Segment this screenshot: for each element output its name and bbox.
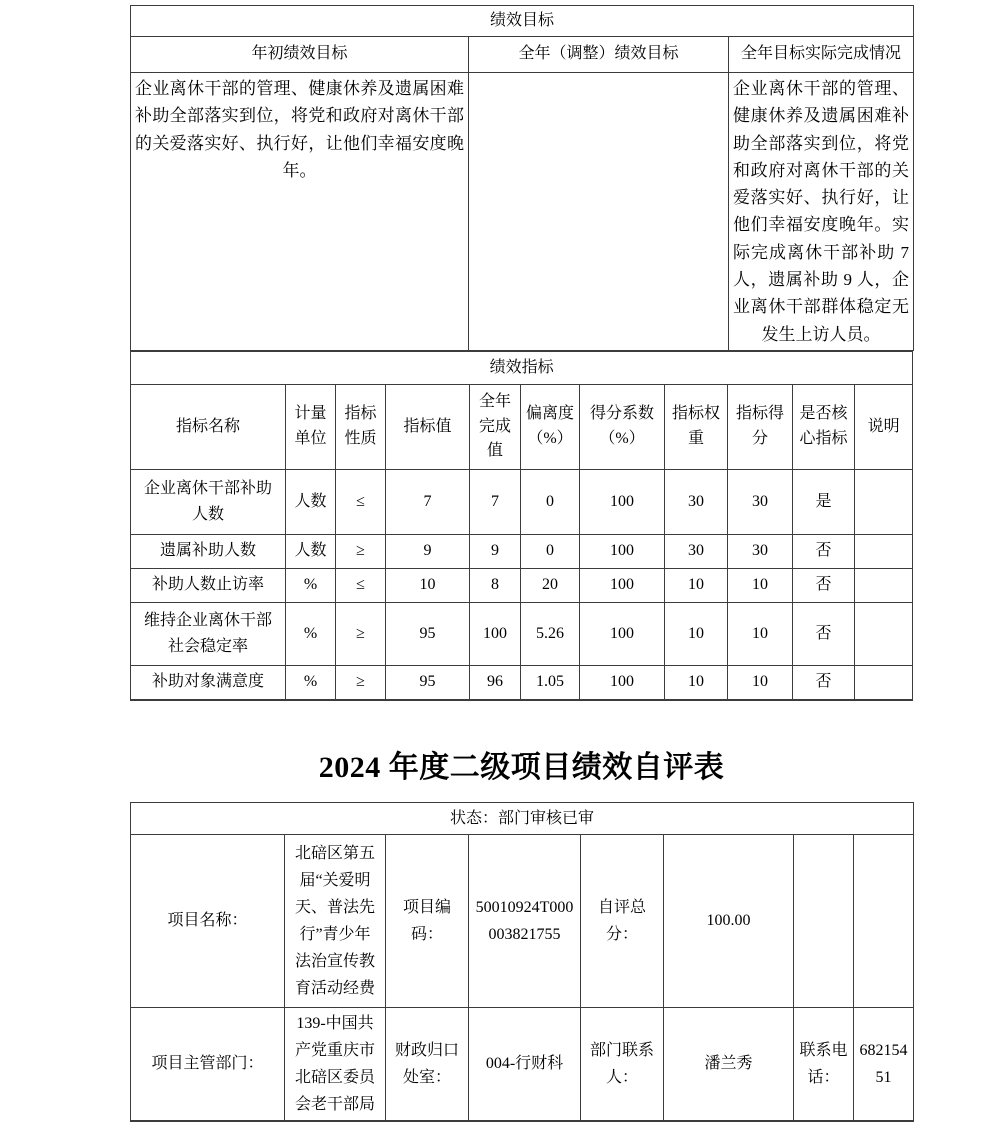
indicator-unit-cell: % [286,568,336,602]
performance-indicators-table [130,351,913,701]
indicator-target-cell: 10 [386,568,470,602]
goals-content-row [131,72,914,350]
indicator-deviation-cell: 5.26 [521,602,580,665]
self-score-value: 100.00 [664,834,794,1007]
goals-col-initial: 年初绩效目标 [131,36,469,72]
indicator-nature-cell: ≥ [336,534,386,568]
indicator-coefficient-cell: 100 [580,665,665,700]
phone-value: 68215451 [854,1007,914,1121]
indicator-nature-cell: ≥ [336,602,386,665]
page-title: 2024 年度二级项目绩效自评表 [318,750,725,784]
project-name-label: 项目名称： [131,834,285,1007]
indicator-unit-cell: % [286,665,336,700]
indicator-core-cell: 否 [793,568,855,602]
project-row [131,834,914,1007]
indicator-completed-cell: 100 [470,602,521,665]
indicator-target-cell: 7 [386,469,470,534]
indicator-deviation-cell: 0 [521,534,580,568]
indicator-score-cell: 10 [728,568,793,602]
project-code-label: 项目编码： [386,834,469,1007]
project-row [131,1007,914,1121]
indicator-note-cell [855,602,913,665]
indicator-unit-cell: % [286,602,336,665]
indicator-note-cell [855,665,913,700]
goals-column-header-row [131,36,914,72]
indicator-deviation-cell: 0 [521,469,580,534]
indicator-core-cell: 否 [793,665,855,700]
goals-section-header-row [131,6,914,37]
indicator-name-cell: 企业离休干部补助人数 [131,469,286,534]
indicator-unit-cell: 人数 [286,534,336,568]
indicator-coefficient-cell: 100 [580,602,665,665]
indicator-nature-cell: ≤ [336,568,386,602]
ind-col-score: 指标得分 [728,384,793,469]
indicator-target-cell: 9 [386,534,470,568]
indicator-row [131,568,913,602]
status-row [131,802,914,834]
ind-col-target: 指标值 [386,384,470,469]
contact-value: 潘兰秀 [664,1007,794,1121]
indicator-target-cell: 95 [386,665,470,700]
indicator-coefficient-cell: 100 [580,469,665,534]
ind-col-core: 是否核心指标 [793,384,855,469]
phone-label: 联系电话： [794,1007,854,1121]
dept-value: 139-中国共产党重庆市北碚区委员会老干部局 [285,1007,386,1121]
indicator-score-cell: 10 [728,665,793,700]
indicator-core-cell: 是 [793,469,855,534]
indicator-row [131,534,913,568]
indicator-score-cell: 10 [728,602,793,665]
indicators-section-header-row [131,351,913,384]
ind-col-note: 说明 [855,384,913,469]
indicator-score-cell: 30 [728,534,793,568]
indicator-note-cell [855,568,913,602]
status-text: 状态：部门审核已审 [131,802,914,834]
indicator-note-cell [855,469,913,534]
indicator-weight-cell: 10 [665,568,728,602]
project-code-value: 50010924T000003821755 [469,834,581,1007]
self-score-label: 自评总分： [581,834,664,1007]
adjusted-goal-cell [469,72,729,350]
indicator-coefficient-cell: 100 [580,568,665,602]
ind-col-unit: 计量单位 [286,384,336,469]
indicator-name-cell: 维持企业离休干部社会稳定率 [131,602,286,665]
initial-goal-cell: 企业离休干部的管理、健康休养及遗属困难补助全部落实到位，将党和政府对离休干部的关爱落实好、执行好，让他们幸福安度晚年。 [131,72,469,350]
indicator-target-cell: 95 [386,602,470,665]
indicator-name-cell: 遗属补助人数 [131,534,286,568]
goals-section-title: 绩效目标 [131,6,914,37]
indicator-row [131,469,913,534]
indicator-row [131,602,913,665]
indicator-nature-cell: ≥ [336,665,386,700]
finance-office-value: 004-行财科 [469,1007,581,1121]
goals-col-actual: 全年目标实际完成情况 [729,36,914,72]
indicator-core-cell: 否 [793,534,855,568]
ind-col-completed: 全年完成值 [470,384,521,469]
indicator-name-cell: 补助人数止访率 [131,568,286,602]
indicators-column-header-row [131,384,913,469]
indicator-completed-cell: 7 [470,469,521,534]
indicator-weight-cell: 30 [665,469,728,534]
ind-col-nature: 指标性质 [336,384,386,469]
document-sheet [130,5,913,1122]
project-name-value: 北碚区第五届“关爱明天、普法先行”青少年法治宣传教育活动经费 [285,834,386,1007]
dept-label: 项目主管部门： [131,1007,285,1121]
indicator-completed-cell: 8 [470,568,521,602]
finance-office-label: 财政归口处室： [386,1007,469,1121]
indicator-weight-cell: 30 [665,534,728,568]
indicator-weight-cell: 10 [665,602,728,665]
ind-col-deviation: 偏离度（%） [521,384,580,469]
goals-col-adjusted: 全年（调整）绩效目标 [469,36,729,72]
ind-col-coefficient: 得分系数（%） [580,384,665,469]
contact-label: 部门联系人： [581,1007,664,1121]
indicator-deviation-cell: 1.05 [521,665,580,700]
indicator-weight-cell: 10 [665,665,728,700]
indicator-note-cell [855,534,913,568]
empty-cell [854,834,914,1007]
performance-goals-table [130,5,914,351]
indicator-unit-cell: 人数 [286,469,336,534]
ind-col-weight: 指标权重 [665,384,728,469]
empty-cell [794,834,854,1007]
indicator-completed-cell: 96 [470,665,521,700]
indicator-score-cell: 30 [728,469,793,534]
actual-completion-cell: 企业离休干部的管理、健康休养及遗属困难补助全部落实到位，将党和政府对离休干部的关爱落实好、执行好，让他们幸福安度晚年。实际完成离休干部补助 7 人，遗属补助 9 人，企业离休干部群体稳定无发生上访人员。 [729,72,914,350]
indicators-section-title: 绩效指标 [131,351,913,384]
indicator-deviation-cell: 20 [521,568,580,602]
indicator-nature-cell: ≤ [336,469,386,534]
ind-col-name: 指标名称 [131,384,286,469]
indicator-core-cell: 否 [793,602,855,665]
indicator-name-cell: 补助对象满意度 [131,665,286,700]
indicator-completed-cell: 9 [470,534,521,568]
project-self-eval-table [130,802,914,1122]
indicator-row [131,665,913,700]
indicator-coefficient-cell: 100 [580,534,665,568]
